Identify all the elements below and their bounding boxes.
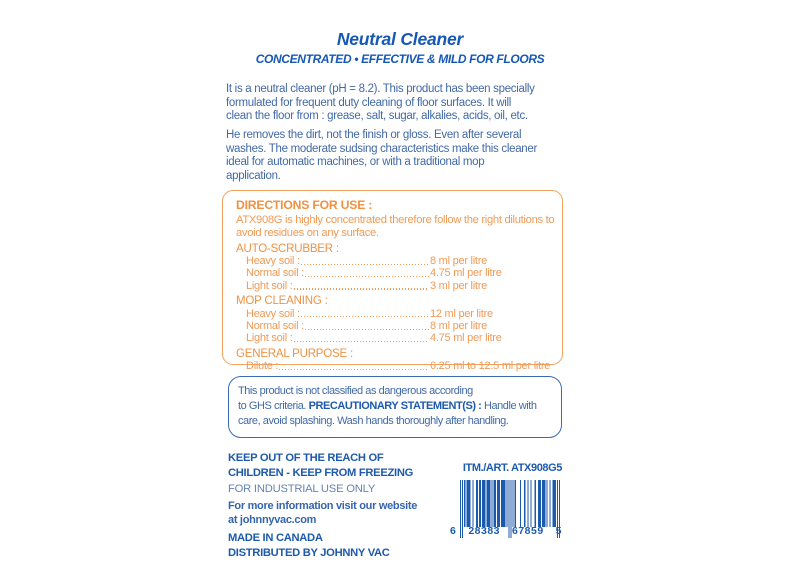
made-in-canada: MADE IN CANADA [228,532,323,545]
dilution-row [246,255,554,267]
item-number: ITM./ART. ATX908G5 [462,462,562,474]
dilution-value: 12 ml per litre [430,307,493,320]
dotted-leader [301,316,429,317]
website-note-line: at johnnyvac.com [228,513,317,526]
directions-for-use-box [222,190,563,373]
barcode-digit-group: 28383 [468,525,501,537]
keep-out-warning-line: CHILDREN - KEEP FROM FREEZING [228,466,414,479]
dilution-row [246,308,554,320]
description-line: It is a neutral cleaner (pH = 8.2). This product has been specially [226,83,535,95]
description-line: washes. The moderate sudsing characteristics make this cleaner [226,142,538,155]
section-heading-general-purpose: GENERAL PURPOSE : [236,347,353,360]
precautionary-statement-box [228,376,562,438]
barcode-block [450,461,562,537]
description-line: application. [226,169,281,182]
dilution-label: Normal soil : [246,319,304,332]
dilution-value: 4.75 ml per litre [430,267,502,280]
dilution-value: 3 ml per litre [430,279,488,292]
distributed-by: DISTRIBUTED BY JOHNNY VAC [228,546,390,559]
dilution-row [246,332,554,344]
precaution-line: to GHS criteria. PRECAUTIONARY STATEMENT(S) : Handle with [238,399,537,412]
barcode-digit-right: 5 [555,525,562,537]
keep-out-warning-line: KEEP OUT OF THE REACH OF [228,452,384,464]
dilution-row [246,360,554,372]
description-line: He removes the dirt, not the finish or gloss. Even after several [226,129,522,141]
dilution-row [246,267,554,279]
directions-title: DIRECTIONS FOR USE : [236,198,373,212]
section-heading-auto-scrubber: AUTO-SCRUBBER : [236,242,339,255]
website-note-line: For more information visit our website [228,500,418,513]
description-line: formulated for frequent duty cleaning of floor surfaces. It will [226,96,512,109]
directions-intro-line: avoid residues on any surface. [236,226,379,239]
dilution-value: 8 ml per litre [430,319,488,332]
dilution-value: 4.75 ml per litre [430,332,502,345]
dilution-label: Light soil : [246,332,293,345]
directions-intro-line: ATX908G is highly concentrated therefore follow the right dilutions to [236,214,555,226]
dotted-leader [294,288,429,289]
dilution-label: Light soil : [246,279,293,292]
dilution-value: 8 ml per litre [430,255,488,268]
description-line: clean the floor from : grease, salt, sugar, alkalies, acids, oil, etc. [226,110,528,122]
dilution-row [246,320,554,332]
barcode-digit-left: 6 [450,525,457,537]
label-header [0,29,800,67]
description-paragraph-2 [226,129,537,183]
dotted-leader [305,276,429,277]
barcode-digit-group: 67859 [511,525,544,537]
precaution-line: This product is not classified as dangerous according [238,385,473,397]
dotted-leader [279,369,429,370]
dilution-label: Dilute : [246,360,279,373]
precaution-line: care, avoid splashing. Wash hands thoroughly after handling. [238,414,509,427]
dotted-leader [294,341,429,342]
dilution-row [246,280,554,292]
industrial-use-note: FOR INDUSTRIAL USE ONLY [228,483,376,496]
directions-intro [236,214,554,240]
description-line: ideal for automatic machines, or with a traditional mop [226,156,485,168]
product-title: Neutral Cleaner [336,29,464,49]
dilution-label: Normal soil : [246,267,304,280]
description-paragraph-1 [226,83,535,124]
section-heading-mop-cleaning: MOP CLEANING : [236,295,328,308]
dotted-leader [301,264,429,265]
product-subtitle: CONCENTRATED • EFFECTIVE & MILD FOR FLOORS [255,52,545,66]
dilution-value: 6.25 ml to 12.5 ml per litre [430,360,551,373]
dilution-label: Heavy soil : [246,307,300,320]
dotted-leader [305,329,429,330]
footer-info [228,451,417,561]
precautionary-statement-bold: PRECAUTIONARY STATEMENT(S) : [308,399,482,412]
dilution-label: Heavy soil : [246,255,300,268]
